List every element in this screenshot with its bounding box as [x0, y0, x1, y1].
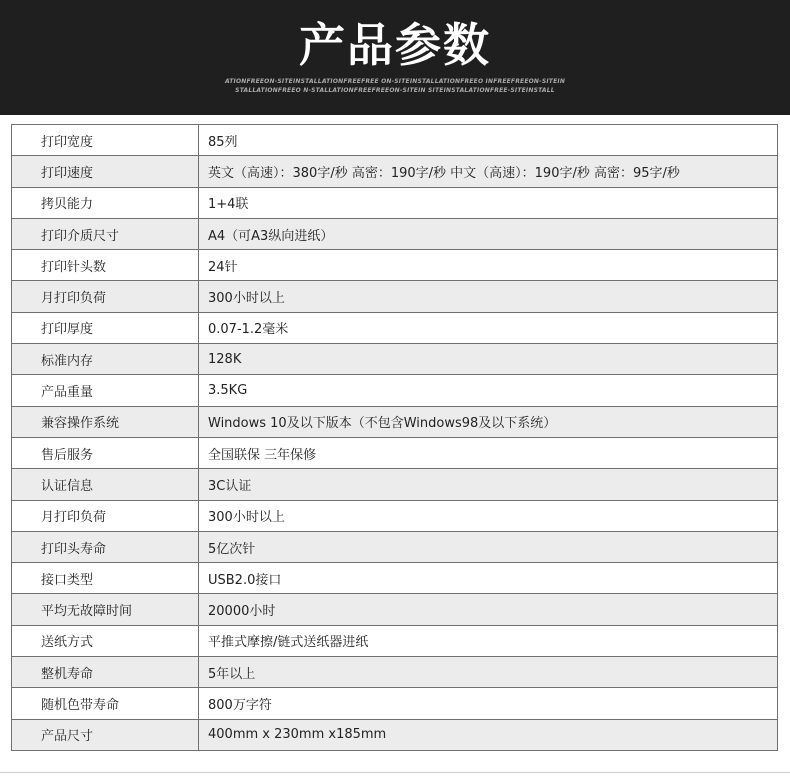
spec-row: [12, 688, 778, 719]
spec-value: 24针: [199, 250, 778, 281]
spec-row: [12, 375, 778, 406]
spec-row: [12, 344, 778, 375]
spec-label: 兼容操作系统: [12, 406, 199, 437]
spec-value: A4（可A3纵向进纸）: [199, 218, 778, 249]
spec-value: 0.07-1.2毫米: [199, 312, 778, 343]
spec-row: [12, 218, 778, 249]
spec-row: [12, 594, 778, 625]
spec-label: 标准内存: [12, 344, 199, 375]
spec-label: 月打印负荷: [12, 500, 199, 531]
spec-value: 1+4联: [199, 187, 778, 218]
spec-table-container: [11, 124, 778, 751]
header-subtitle-line-2: STALLATIONFREEO N-STALLATIONFREEFREEON-SITEIN SITEINSTALATIONFREE-SITEINSTALL: [235, 87, 555, 94]
spec-row: [12, 406, 778, 437]
spec-label: 产品尺寸: [12, 719, 199, 750]
spec-label: 打印速度: [12, 156, 199, 187]
spec-row: [12, 156, 778, 187]
spec-value: 3.5KG: [199, 375, 778, 406]
spec-value: 800万字符: [199, 688, 778, 719]
spec-label: 打印介质尺寸: [12, 218, 199, 249]
spec-table: [11, 124, 778, 751]
spec-row: [12, 657, 778, 688]
spec-label: 打印头寿命: [12, 531, 199, 562]
spec-value: Windows 10及以下版本（不包含Windows98及以下系统）: [199, 406, 778, 437]
spec-label: 认证信息: [12, 469, 199, 500]
spec-row: [12, 312, 778, 343]
spec-value: 英文（高速）：380字/秒 高密：190字/秒 中文（高速）：190字/秒 高密：95字/秒: [199, 156, 778, 187]
spec-row: [12, 125, 778, 156]
spec-row: [12, 437, 778, 468]
spec-row: [12, 500, 778, 531]
spec-row: [12, 563, 778, 594]
spec-label: 送纸方式: [12, 625, 199, 656]
spec-value: 85列: [199, 125, 778, 156]
spec-row: [12, 281, 778, 312]
page-title: 产品参数: [299, 18, 491, 72]
spec-value: 3C认证: [199, 469, 778, 500]
page-header: [0, 0, 790, 115]
spec-label: 整机寿命: [12, 657, 199, 688]
spec-label: 售后服务: [12, 437, 199, 468]
spec-value: 20000小时: [199, 594, 778, 625]
spec-label: 打印宽度: [12, 125, 199, 156]
spec-value: 300小时以上: [199, 500, 778, 531]
spec-label: 接口类型: [12, 563, 199, 594]
spec-label: 产品重量: [12, 375, 199, 406]
spec-label: 月打印负荷: [12, 281, 199, 312]
spec-value: 400mm x 230mm x185mm: [199, 719, 778, 750]
spec-row: [12, 531, 778, 562]
spec-value: 128K: [199, 344, 778, 375]
spec-label: 拷贝能力: [12, 187, 199, 218]
spec-label: 平均无故障时间: [12, 594, 199, 625]
spec-value: 5年以上: [199, 657, 778, 688]
spec-value: 平推式摩擦/链式送纸器进纸: [199, 625, 778, 656]
spec-row: [12, 469, 778, 500]
spec-label: 随机色带寿命: [12, 688, 199, 719]
spec-value: 全国联保 三年保修: [199, 437, 778, 468]
spec-label: 打印厚度: [12, 312, 199, 343]
spec-value: 300小时以上: [199, 281, 778, 312]
spec-value: USB2.0接口: [199, 563, 778, 594]
header-subtitle-line-1: ATIONFREEON-SITEINSTALLATIONFREEFREE ON-SITEINSTALLATIONFREEO INFREEFREEON-SITEIN: [224, 78, 566, 85]
spec-row: [12, 187, 778, 218]
spec-label: 打印针头数: [12, 250, 199, 281]
spec-row: [12, 625, 778, 656]
spec-row: [12, 250, 778, 281]
spec-value: 5亿次针: [199, 531, 778, 562]
bottom-divider: [0, 772, 790, 773]
spec-row: [12, 719, 778, 750]
